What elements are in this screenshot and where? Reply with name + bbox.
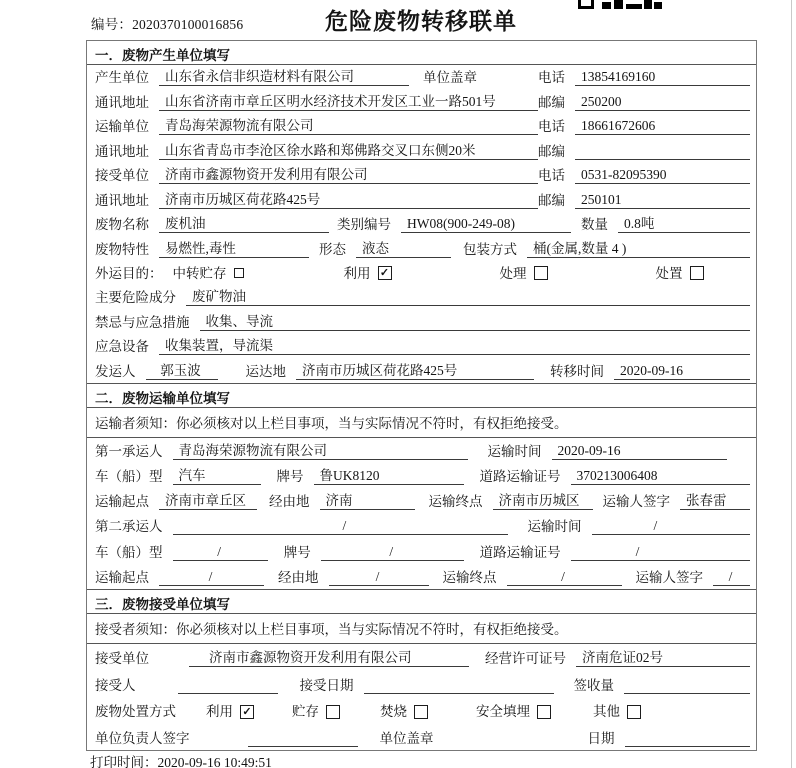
destination-value: 济南市历城区荷花路425号 [296,363,534,380]
section2-title: 二．废物运输单位填写 [87,383,756,408]
date2-value [625,731,751,747]
recv-value: 济南市鑫源物资开发利用有限公司 [189,650,469,667]
disposal-utilize-checkbox: ✓ [240,705,254,719]
phone1-group [538,69,750,86]
receiver-label: 接受单位 [95,168,149,184]
taboo-value: 收集、导流 [200,314,751,331]
row-carrier1 [87,438,756,463]
section3-body [87,644,756,750]
section1-body [87,65,756,383]
row-vehicle2 [87,538,756,563]
equipment-label: 应急设备 [95,339,149,355]
purpose-option-transfer-storage [173,266,244,282]
receiver-value: 济南市鑫源物资开发利用有限公司 [159,167,538,184]
phone3-group [538,167,750,184]
producer-value: 山东省永信非织造材料有限公司 [159,69,409,86]
category-label: 类别编号 [337,217,391,233]
addr2-value: 山东省青岛市李沧区徐水路和郑佛路交叉口东侧20米 [159,143,538,160]
row-emergency-equipment [87,334,756,358]
zip2-value [575,144,750,160]
row-route1 [87,488,756,513]
zip3-group [538,192,750,209]
addr1-label: 通讯地址 [95,94,149,110]
zip1-group [538,94,750,111]
sign2-value: / [713,569,750,586]
sign-qty-label: 签收量 [573,677,614,693]
document-number-label: 编号： [91,17,133,32]
end2-label: 运输终点 [442,569,497,585]
treat-label: 处理 [499,265,527,281]
head-sign-label: 单位负责人签字 [95,730,190,746]
equipment-value: 收集装置，导流渠 [159,338,750,355]
dispose-checkbox [690,266,704,280]
vtype2-value: / [173,544,268,561]
end1-value: 济南市历城区 [493,493,593,510]
vtype2-label: 车（船）型 [95,544,163,560]
package-value: 桶(金属,数量 4 ) [527,241,750,258]
quantity-label: 数量 [581,217,608,233]
plate2-value: / [321,544,464,561]
road2-value: / [571,544,750,561]
unit-seal2-label: 单位盖章 [379,730,434,746]
row-hazard-component [87,285,756,309]
acceptor-label: 接受人 [95,677,136,693]
disposal-landfill-checkbox [537,705,551,719]
addr3-label: 通讯地址 [95,192,149,208]
shipper-label: 发运人 [95,363,136,379]
road1-value: 370213006408 [571,468,751,485]
form-label: 形态 [319,241,346,257]
time2-value: / [592,518,751,535]
purpose-option-treat [500,266,548,282]
sign1-label: 运输人签字 [602,494,670,510]
start2-value: / [159,569,264,586]
dispose-label: 处置 [655,265,683,281]
start1-label: 运输起点 [95,494,149,510]
phone2-group [538,118,750,135]
row-purpose [87,261,756,285]
quantity-value: 0.8吨 [618,216,750,233]
addr2-label: 通讯地址 [95,143,149,159]
row-shipper [87,358,756,382]
permit-value: 济南危证02号 [576,650,750,667]
recv-label: 接受单位 [95,651,149,667]
receive-date-label: 接受日期 [299,677,354,693]
section3-notice: 接受者须知：你必须核对以上栏目事项，当与实际情况不符时，有权拒绝接受。 [87,614,756,644]
category-value: HW08(900-249-08) [401,216,571,233]
phone1-value: 13854169160 [575,69,750,86]
time2-label: 运输时间 [527,519,582,535]
utilize-label: 利用 [343,265,371,281]
package-label: 包装方式 [463,241,517,257]
end2-value: / [507,569,622,586]
start2-label: 运输起点 [95,569,149,585]
receive-date-value [364,678,554,694]
vtype1-label: 车（船）型 [95,469,163,485]
time1-value: 2020-09-16 [552,443,727,460]
acceptor-value [178,678,278,694]
road2-label: 道路运输证号 [479,544,561,560]
row-route2 [87,564,756,589]
disposal-utilize-label: 利用 [206,704,233,720]
transporter-value: 青岛海荣源物流有限公司 [159,118,538,135]
disposal-other-label: 其他 [593,704,620,720]
document-number-value: 2020370100016856 [132,17,244,32]
start1-value: 济南市章丘区 [159,493,257,510]
via2-label: 经由地 [278,569,319,585]
print-time-value: 2020-09-16 10:49:51 [157,755,272,768]
purpose-option-dispose [656,266,704,282]
document-header [86,0,756,38]
producer-label: 产生单位 [95,70,149,86]
phone3-value: 0531-82095390 [575,167,750,184]
disposal-store-checkbox [326,705,340,719]
row-waste-trait [87,236,756,260]
shipper-value: 郭玉波 [146,363,218,380]
row-producer [87,65,756,89]
zip2-group [538,144,750,160]
transfer-time-value: 2020-09-16 [614,363,750,380]
disposal-option-other [593,704,641,720]
print-time [90,751,272,768]
disposal-incinerate-label: 焚烧 [380,704,407,720]
page-title: 危险废物转移联单 [325,8,517,34]
zip1-value: 250200 [575,94,750,111]
trait-label: 废物特性 [95,241,149,257]
row-producer-address [87,89,756,113]
plate1-value: 鲁UK8120 [314,468,464,485]
section1-title: 一．废物产生单位填写 [87,41,756,65]
waste-name-label: 废物名称 [95,217,149,233]
transfer-storage-label: 中转贮存 [172,265,227,281]
row-disposal [87,697,756,724]
utilize-checkbox: ✓ [378,266,392,280]
via2-value: / [329,569,429,586]
zip2-label: 邮编 [538,143,565,159]
section2-notice: 运输者须知：你必须核对以上栏目事项，当与实际情况不符时，有权拒绝接受。 [87,408,756,438]
row-carrier2 [87,513,756,538]
qr-code-fragment [578,0,662,9]
sign2-label: 运输人签字 [635,569,703,585]
disposal-option-landfill [476,704,551,720]
purpose-option-utilize [344,266,392,282]
carrier1-value: 青岛海荣源物流有限公司 [173,443,468,460]
disposal-label: 废物处置方式 [95,704,176,720]
carrier1-label: 第一承运人 [95,443,163,459]
row-head-signature [87,723,756,750]
phone3-label: 电话 [538,168,565,184]
hazard-label: 主要危险成分 [95,290,176,306]
time1-label: 运输时间 [487,443,542,459]
row-vehicle1 [87,463,756,488]
sign1-value: 张春雷 [680,493,750,510]
row-taboo-measures [87,309,756,333]
disposal-other-checkbox [627,705,641,719]
transfer-time-label: 转移时间 [550,363,604,379]
carrier2-value: / [173,518,508,535]
phone2-value: 18661672606 [575,118,750,135]
row-waste-name [87,212,756,236]
head-sign-value [248,731,358,747]
addr1-value: 山东省济南市章丘区明水经济技术开发区工业一路501号 [159,94,538,111]
disposal-option-utilize [206,704,254,720]
treat-checkbox [534,266,548,280]
permit-label: 经营许可证号 [485,651,566,667]
vtype1-value: 汽车 [173,468,261,485]
zip3-value: 250101 [575,192,750,209]
disposal-option-store [292,704,340,720]
zip1-label: 邮编 [538,94,565,110]
carrier2-label: 第二承运人 [95,519,163,535]
hazard-value: 废矿物油 [186,289,750,306]
via1-label: 经由地 [269,494,310,510]
row-acceptor [87,670,756,697]
plate1-label: 牌号 [276,469,304,485]
transfer-time-group [550,363,750,380]
addr3-value: 济南市历城区荷花路425号 [159,192,538,209]
row-receiver [87,163,756,187]
transporter-label: 运输单位 [95,119,149,135]
date2-label: 日期 [587,730,615,746]
via1-value: 济南 [320,493,415,510]
phone1-label: 电话 [538,70,565,86]
section2-body [87,438,756,589]
page-edge-line [791,0,792,768]
section3-title: 三．废物接受单位填写 [87,589,756,614]
taboo-label: 禁忌与应急措施 [95,314,190,330]
purpose-label: 外运目的： [95,265,163,281]
plate2-label: 牌号 [283,544,311,560]
form-value: 液态 [356,241,451,258]
zip3-label: 邮编 [538,192,565,208]
waste-name-value: 废机油 [159,216,329,233]
disposal-store-label: 贮存 [292,704,319,720]
disposal-landfill-label: 安全填埋 [476,704,530,720]
road1-label: 道路运输证号 [479,469,561,485]
disposal-incinerate-checkbox [414,705,428,719]
trait-value: 易燃性,毒性 [159,241,309,258]
transfer-storage-checkbox [234,268,244,278]
sign-qty-value [624,678,750,694]
row-transporter-address [87,138,756,162]
phone2-label: 电话 [538,119,565,135]
end1-label: 运输终点 [428,494,483,510]
print-time-label: 打印时间： [90,755,158,768]
form-table [86,40,757,751]
row-transporter [87,114,756,138]
disposal-option-incinerate [380,704,428,720]
row-accept-unit [87,644,756,671]
row-receiver-address [87,187,756,211]
destination-label: 运达地 [245,363,286,379]
unit-seal-label: 单位盖章 [423,70,477,86]
